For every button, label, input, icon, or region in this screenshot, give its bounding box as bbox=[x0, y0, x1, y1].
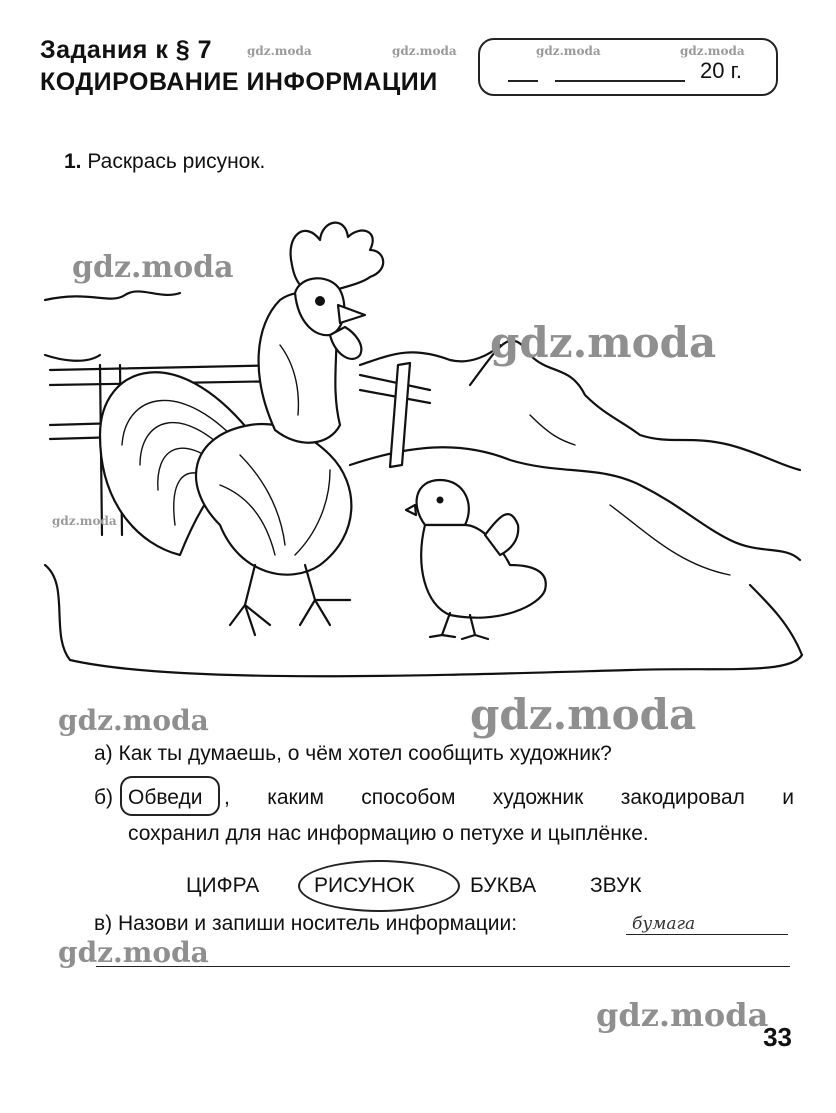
question-c: в) Назови и запиши носитель информации: bbox=[94, 912, 518, 935]
date-year: 20 г. bbox=[700, 58, 743, 83]
option-sound[interactable]: ЗВУК bbox=[590, 874, 642, 897]
watermark: gdz.moda bbox=[58, 936, 209, 969]
section-title: Задания к § 7 bbox=[40, 36, 213, 64]
question-b-boxed-word: Обведи bbox=[128, 786, 203, 809]
date-day-line bbox=[508, 80, 538, 82]
task-number: 1. bbox=[64, 150, 82, 173]
handwritten-answer[interactable]: бумага bbox=[632, 914, 696, 934]
watermark: gdz.moda bbox=[72, 250, 234, 285]
watermark: gdz.moda bbox=[58, 704, 209, 737]
question-b-line1: , каким способом художник закодировал и bbox=[224, 786, 794, 809]
answer-line-2[interactable] bbox=[96, 966, 790, 967]
option-letter[interactable]: БУКВА bbox=[470, 874, 537, 897]
question-a: а) Как ты думаешь, о чём хотел сообщить художник? bbox=[94, 742, 612, 765]
question-b-line2: сохранил для нас информацию о петухе и цыплёнке. bbox=[128, 822, 649, 845]
watermark: gdz.moda bbox=[536, 44, 601, 58]
watermark: gdz.moda bbox=[470, 690, 697, 739]
watermark: gdz.moda bbox=[680, 44, 745, 58]
option-picture[interactable]: РИСУНОК bbox=[314, 874, 415, 897]
watermark: gdz.moda bbox=[490, 318, 717, 367]
watermark: gdz.moda bbox=[596, 996, 769, 1034]
question-b-prefix: б) bbox=[94, 786, 114, 809]
watermark: gdz.moda bbox=[392, 44, 457, 58]
task-instruction: Раскрась рисунок. bbox=[87, 150, 266, 173]
date-month-line bbox=[555, 80, 685, 82]
answer-line-1 bbox=[626, 934, 788, 935]
task-1 bbox=[64, 150, 265, 174]
watermark: gdz.moda bbox=[247, 44, 312, 58]
page-number: 33 bbox=[763, 1022, 792, 1052]
watermark: gdz.moda bbox=[52, 514, 117, 528]
option-digit[interactable]: ЦИФРА bbox=[186, 874, 260, 897]
topic-title: КОДИРОВАНИЕ ИНФОРМАЦИИ bbox=[40, 68, 438, 96]
